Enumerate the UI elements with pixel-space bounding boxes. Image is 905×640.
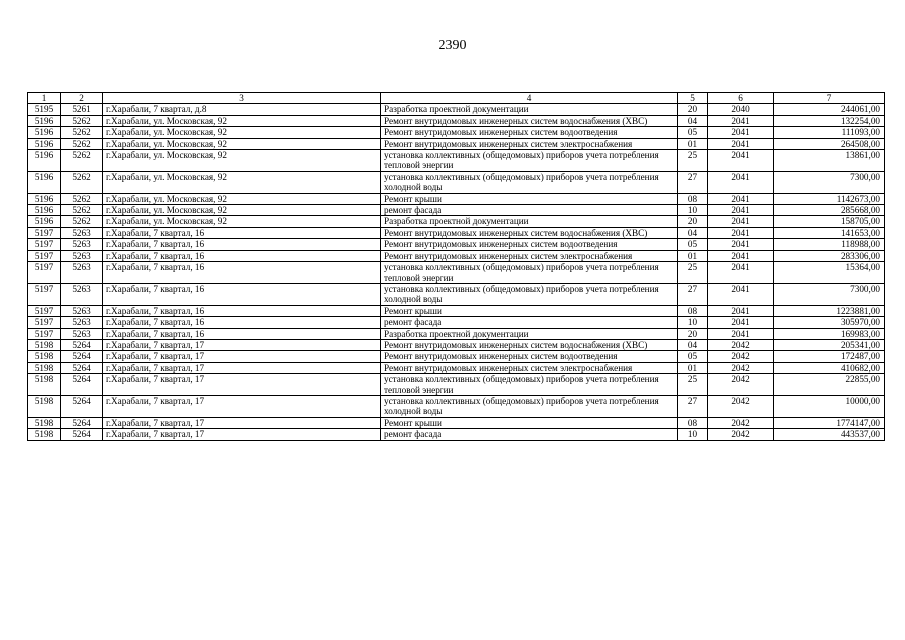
work-type-cell: ремонт фасада <box>381 429 678 440</box>
row-number-cell: 5198 <box>28 351 61 362</box>
address-cell: г.Харабали, 7 квартал, д.8 <box>103 104 381 115</box>
cost-cell: 158705,00 <box>774 216 885 227</box>
cost-cell: 141653,00 <box>774 227 885 238</box>
row-number-cell: 5196 <box>28 205 61 216</box>
address-cell: г.Харабали, ул. Московская, 92 <box>103 150 381 172</box>
work-code-cell: 25 <box>678 150 708 172</box>
address-cell: г.Харабали, 7 квартал, 17 <box>103 429 381 440</box>
work-type-cell: Ремонт внутридомовых инженерных систем водоснабжения (ХВС) <box>381 115 678 126</box>
work-code-cell: 27 <box>678 395 708 417</box>
house-id-cell: 5264 <box>61 362 103 373</box>
year-cell: 2042 <box>708 417 774 428</box>
work-type-cell: Разработка проектной документации <box>381 328 678 339</box>
address-cell: г.Харабали, ул. Московская, 92 <box>103 205 381 216</box>
work-type-cell: ремонт фасада <box>381 205 678 216</box>
cost-cell: 13861,00 <box>774 150 885 172</box>
row-number-cell: 5196 <box>28 138 61 149</box>
work-code-cell: 25 <box>678 262 708 284</box>
year-cell: 2042 <box>708 395 774 417</box>
year-cell: 2041 <box>708 171 774 193</box>
row-number-cell: 5197 <box>28 239 61 250</box>
year-cell: 2040 <box>708 104 774 115</box>
house-id-cell: 5262 <box>61 205 103 216</box>
house-id-cell: 5263 <box>61 239 103 250</box>
work-code-cell: 27 <box>678 171 708 193</box>
address-cell: г.Харабали, 7 квартал, 17 <box>103 339 381 350</box>
work-code-cell: 01 <box>678 138 708 149</box>
table-row <box>28 417 885 428</box>
work-code-cell: 01 <box>678 250 708 261</box>
row-number-cell: 5197 <box>28 328 61 339</box>
table-row <box>28 138 885 149</box>
house-id-cell: 5262 <box>61 127 103 138</box>
table-row <box>28 362 885 373</box>
work-code-cell: 25 <box>678 374 708 396</box>
year-cell: 2042 <box>708 351 774 362</box>
table-row <box>28 429 885 440</box>
work-type-cell: Ремонт крыши <box>381 305 678 316</box>
work-code-cell: 05 <box>678 351 708 362</box>
row-number-cell: 5197 <box>28 317 61 328</box>
page-number: 2390 <box>438 38 467 53</box>
year-cell: 2041 <box>708 305 774 316</box>
address-cell: г.Харабали, ул. Московская, 92 <box>103 216 381 227</box>
cost-cell: 264508,00 <box>774 138 885 149</box>
table-body <box>28 104 885 440</box>
year-cell: 2041 <box>708 250 774 261</box>
address-cell: г.Харабали, 7 квартал, 17 <box>103 395 381 417</box>
cost-cell: 443537,00 <box>774 429 885 440</box>
cost-cell: 244061,00 <box>774 104 885 115</box>
work-code-cell: 10 <box>678 205 708 216</box>
work-type-cell: Ремонт внутридомовых инженерных систем электроснабжения <box>381 138 678 149</box>
address-cell: г.Харабали, 7 квартал, 17 <box>103 351 381 362</box>
table-row <box>28 328 885 339</box>
work-code-cell: 20 <box>678 216 708 227</box>
year-cell: 2041 <box>708 317 774 328</box>
row-number-cell: 5196 <box>28 127 61 138</box>
house-id-cell: 5264 <box>61 374 103 396</box>
address-cell: г.Харабали, 7 квартал, 16 <box>103 317 381 328</box>
house-id-cell: 5262 <box>61 171 103 193</box>
cost-cell: 283306,00 <box>774 250 885 261</box>
row-number-cell: 5198 <box>28 429 61 440</box>
cost-cell: 172487,00 <box>774 351 885 362</box>
work-type-cell: установка коллективных (общедомовых) приборов учета потребления холодной воды <box>381 171 678 193</box>
table-row <box>28 227 885 238</box>
table-row <box>28 305 885 316</box>
work-code-cell: 05 <box>678 127 708 138</box>
address-cell: г.Харабали, 7 квартал, 16 <box>103 227 381 238</box>
work-code-cell: 04 <box>678 339 708 350</box>
year-cell: 2041 <box>708 150 774 172</box>
work-type-cell: ремонт фасада <box>381 317 678 328</box>
house-id-cell: 5262 <box>61 150 103 172</box>
header-cell: 7 <box>774 93 885 104</box>
work-type-cell: Ремонт внутридомовых инженерных систем электроснабжения <box>381 362 678 373</box>
house-id-cell: 5261 <box>61 104 103 115</box>
house-id-cell: 5264 <box>61 395 103 417</box>
cost-cell: 285668,00 <box>774 205 885 216</box>
table-row <box>28 216 885 227</box>
house-id-cell: 5262 <box>61 193 103 204</box>
work-code-cell: 04 <box>678 115 708 126</box>
table-row <box>28 339 885 350</box>
year-cell: 2041 <box>708 262 774 284</box>
address-cell: г.Харабали, ул. Московская, 92 <box>103 115 381 126</box>
row-number-cell: 5198 <box>28 339 61 350</box>
work-code-cell: 08 <box>678 417 708 428</box>
house-id-cell: 5263 <box>61 317 103 328</box>
house-id-cell: 5263 <box>61 262 103 284</box>
row-number-cell: 5197 <box>28 250 61 261</box>
house-id-cell: 5264 <box>61 351 103 362</box>
work-code-cell: 08 <box>678 305 708 316</box>
row-number-cell: 5198 <box>28 417 61 428</box>
work-type-cell: Ремонт внутридомовых инженерных систем водоотведения <box>381 239 678 250</box>
cost-cell: 169983,00 <box>774 328 885 339</box>
row-number-cell: 5197 <box>28 283 61 305</box>
work-code-cell: 01 <box>678 362 708 373</box>
header-cell: 5 <box>678 93 708 104</box>
house-id-cell: 5263 <box>61 250 103 261</box>
address-cell: г.Харабали, ул. Московская, 92 <box>103 127 381 138</box>
row-number-cell: 5195 <box>28 104 61 115</box>
work-type-cell: установка коллективных (общедомовых) приборов учета потребления тепловой энергии <box>381 262 678 284</box>
house-id-cell: 5263 <box>61 227 103 238</box>
work-code-cell: 20 <box>678 328 708 339</box>
work-type-cell: Разработка проектной документации <box>381 216 678 227</box>
header-cell: 1 <box>28 93 61 104</box>
house-id-cell: 5262 <box>61 115 103 126</box>
row-number-cell: 5196 <box>28 150 61 172</box>
house-id-cell: 5262 <box>61 138 103 149</box>
house-id-cell: 5263 <box>61 305 103 316</box>
cost-cell: 7300,00 <box>774 283 885 305</box>
cost-cell: 132254,00 <box>774 115 885 126</box>
year-cell: 2041 <box>708 193 774 204</box>
table-row <box>28 115 885 126</box>
address-cell: г.Харабали, 7 квартал, 16 <box>103 262 381 284</box>
work-type-cell: установка коллективных (общедомовых) приборов учета потребления холодной воды <box>381 395 678 417</box>
year-cell: 2042 <box>708 339 774 350</box>
work-code-cell: 27 <box>678 283 708 305</box>
address-cell: г.Харабали, 7 квартал, 17 <box>103 362 381 373</box>
table-row <box>28 127 885 138</box>
table-row <box>28 193 885 204</box>
table-row <box>28 262 885 284</box>
address-cell: г.Харабали, 7 квартал, 16 <box>103 305 381 316</box>
address-cell: г.Харабали, 7 квартал, 17 <box>103 417 381 428</box>
table-row <box>28 395 885 417</box>
work-type-cell: Ремонт внутридомовых инженерных систем электроснабжения <box>381 250 678 261</box>
header-cell: 4 <box>381 93 678 104</box>
cost-cell: 22855,00 <box>774 374 885 396</box>
work-type-cell: Ремонт внутридомовых инженерных систем водоснабжения (ХВС) <box>381 227 678 238</box>
work-code-cell: 08 <box>678 193 708 204</box>
table-row <box>28 150 885 172</box>
cost-cell: 1774147,00 <box>774 417 885 428</box>
address-cell: г.Харабали, 7 квартал, 16 <box>103 328 381 339</box>
work-type-cell: Ремонт крыши <box>381 417 678 428</box>
year-cell: 2042 <box>708 362 774 373</box>
work-type-cell: Ремонт внутридомовых инженерных систем водоснабжения (ХВС) <box>381 339 678 350</box>
table-row <box>28 104 885 115</box>
house-id-cell: 5264 <box>61 339 103 350</box>
table-row <box>28 317 885 328</box>
header-cell: 2 <box>61 93 103 104</box>
cost-cell: 305970,00 <box>774 317 885 328</box>
work-type-cell: Разработка проектной документации <box>381 104 678 115</box>
house-id-cell: 5263 <box>61 283 103 305</box>
row-number-cell: 5197 <box>28 262 61 284</box>
work-code-cell: 10 <box>678 429 708 440</box>
row-number-cell: 5198 <box>28 374 61 396</box>
header-cell: 6 <box>708 93 774 104</box>
cost-cell: 1142673,00 <box>774 193 885 204</box>
row-number-cell: 5196 <box>28 193 61 204</box>
year-cell: 2041 <box>708 216 774 227</box>
house-id-cell: 5264 <box>61 417 103 428</box>
table-row <box>28 250 885 261</box>
year-cell: 2041 <box>708 138 774 149</box>
house-id-cell: 5262 <box>61 216 103 227</box>
year-cell: 2041 <box>708 115 774 126</box>
row-number-cell: 5196 <box>28 216 61 227</box>
address-cell: г.Харабали, 7 квартал, 16 <box>103 250 381 261</box>
year-cell: 2041 <box>708 227 774 238</box>
table-row <box>28 171 885 193</box>
address-cell: г.Харабали, 7 квартал, 16 <box>103 239 381 250</box>
work-type-cell: Ремонт крыши <box>381 193 678 204</box>
table-row <box>28 374 885 396</box>
year-cell: 2041 <box>708 205 774 216</box>
work-type-cell: Ремонт внутридомовых инженерных систем водоотведения <box>381 127 678 138</box>
address-cell: г.Харабали, 7 квартал, 17 <box>103 374 381 396</box>
work-code-cell: 20 <box>678 104 708 115</box>
cost-cell: 118988,00 <box>774 239 885 250</box>
cost-cell: 205341,00 <box>774 339 885 350</box>
year-cell: 2041 <box>708 328 774 339</box>
address-cell: г.Харабали, ул. Московская, 92 <box>103 193 381 204</box>
table-row <box>28 239 885 250</box>
work-code-cell: 05 <box>678 239 708 250</box>
cost-cell: 15364,00 <box>774 262 885 284</box>
year-cell: 2041 <box>708 283 774 305</box>
cost-cell: 7300,00 <box>774 171 885 193</box>
cost-cell: 111093,00 <box>774 127 885 138</box>
address-cell: г.Харабали, ул. Московская, 92 <box>103 171 381 193</box>
year-cell: 2042 <box>708 429 774 440</box>
header-cell: 3 <box>103 93 381 104</box>
house-id-cell: 5264 <box>61 429 103 440</box>
table-row <box>28 351 885 362</box>
year-cell: 2041 <box>708 127 774 138</box>
year-cell: 2041 <box>708 239 774 250</box>
table-row <box>28 283 885 305</box>
work-type-cell: установка коллективных (общедомовых) приборов учета потребления тепловой энергии <box>381 374 678 396</box>
row-number-cell: 5198 <box>28 362 61 373</box>
work-type-cell: установка коллективных (общедомовых) приборов учета потребления тепловой энергии <box>381 150 678 172</box>
work-type-cell: установка коллективных (общедомовых) приборов учета потребления холодной воды <box>381 283 678 305</box>
work-type-cell: Ремонт внутридомовых инженерных систем водоотведения <box>381 351 678 362</box>
cost-cell: 1223881,00 <box>774 305 885 316</box>
cost-cell: 10000,00 <box>774 395 885 417</box>
row-number-cell: 5197 <box>28 227 61 238</box>
work-code-cell: 04 <box>678 227 708 238</box>
table-row <box>28 205 885 216</box>
row-number-cell: 5197 <box>28 305 61 316</box>
year-cell: 2042 <box>708 374 774 396</box>
address-cell: г.Харабали, 7 квартал, 16 <box>103 283 381 305</box>
row-number-cell: 5196 <box>28 115 61 126</box>
header-row <box>28 93 885 104</box>
cost-cell: 410682,00 <box>774 362 885 373</box>
work-code-cell: 10 <box>678 317 708 328</box>
works-table <box>27 92 885 441</box>
house-id-cell: 5263 <box>61 328 103 339</box>
row-number-cell: 5196 <box>28 171 61 193</box>
row-number-cell: 5198 <box>28 395 61 417</box>
address-cell: г.Харабали, ул. Московская, 92 <box>103 138 381 149</box>
